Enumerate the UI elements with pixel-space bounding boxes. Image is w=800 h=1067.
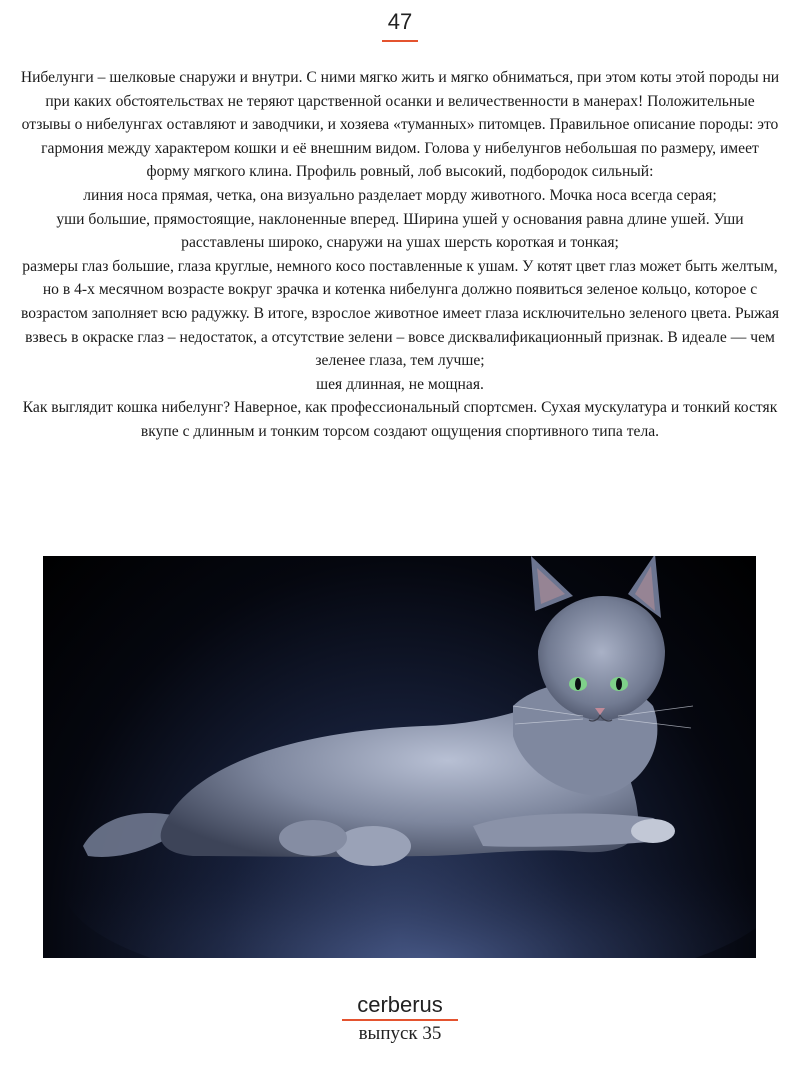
page-number: 47: [387, 9, 413, 34]
cat-illustration: [43, 556, 756, 958]
paragraph: размеры глаз большие, глаза круглые, немного косо поставленные к ушам. У котят цвет глаз может быть желтым, но в 4-х месячном возрасте вокруг зрачка и котенка нибелунга должно появиться зеленое кольцо, которое с возрастом заполняет всю радужку. В итоге, взрослое животное имеет глаза исключительно зеленого цвета. Рыжая взвесь в окраске глаз – недостаток, а отсутствие зелени – вовсе дисквалификационный признак. В идеале — чем зеленее глаза, тем лучше;: [20, 257, 780, 370]
footer-brand: cerberus: [357, 992, 443, 1017]
page-number-underline: [382, 40, 418, 42]
paragraph: шея длинная, не мощная.: [316, 375, 484, 393]
paragraph: Нибелунги – шелковые снаружи и внутри. С ними мягко жить и мягко обниматься, при этом коты этой породы ни при каких обстоятельствах не теряют царственной осанки и величественности в манерах! Положительные отзывы о нибелунгах оставляют и заводчики, и хозяева «туманных» питомцев. Правильное описание породы: это гармония между характером кошки и её внешним видом. Голова у нибелунгов небольшая по размеру, имеет форму мягкого клина. Профиль ровный, лоб высокий, подбородок сильный:: [20, 69, 780, 181]
paragraph: Как выглядит кошка нибелунг? Наверное, как профессиональный спортсмен. Сухая мускулатура и тонкий костяк вкупе с длинным и тонким торсом создают ощущения спортивного типа тела.: [22, 399, 778, 440]
footer-underline: [342, 1019, 458, 1021]
footer-issue: выпуск 35: [358, 1023, 442, 1044]
article-body: [20, 66, 780, 444]
cat-photo: [43, 556, 756, 958]
paragraph: уши большие, прямостоящие, наклоненные вперед. Ширина ушей у основания равна длине ушей. Уши расставлены широко, снаружи на ушах шерсть короткая и тонкая;: [56, 210, 744, 252]
paragraph: линия носа прямая, четка, она визуально разделает морду животного. Мочка носа всегда серая;: [83, 186, 717, 204]
